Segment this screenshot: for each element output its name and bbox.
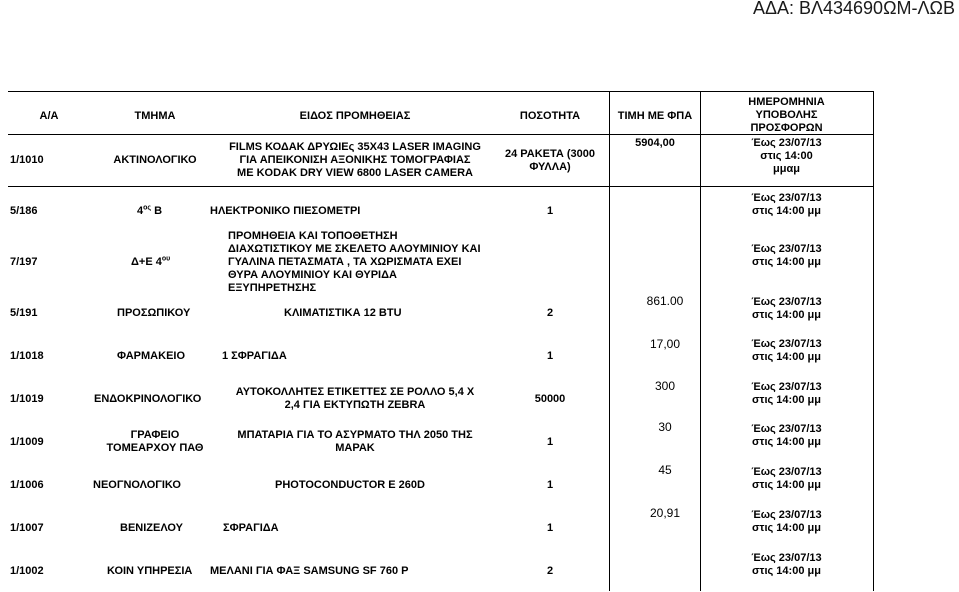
row-eidos [220,141,490,180]
row-date-line: στις 14:00 μμ [752,522,821,534]
row-timi: 45 [658,463,672,477]
row-timi: 861.00 [646,294,684,308]
row-timi: 20,91 [649,506,681,520]
row-tmima-sup: ου [161,255,171,263]
row-date [700,296,873,322]
row-eidos-line: ΜΑΡΑΚ [335,442,375,454]
row-aa: 5/191 [10,307,38,319]
table-top-border [8,91,873,92]
row-tmima-sup: ος [143,204,152,212]
row-posotita-line: 24 ΡΑΚΕΤΑ (3000 [504,148,596,160]
row-date-line: Έως 23/07/13 [751,296,822,308]
row-date-line: στις 14:00 μμ [752,565,821,577]
row-eidos-line: ΘΥΡΑ ΑΛΟΥΜΙΝΙΟΥ ΚΑΙ ΘΥΡΙΔΑ [228,269,397,281]
header-date [700,96,873,135]
row-posotita: 1 [546,350,554,362]
row-date-line: Έως 23/07/13 [751,137,822,149]
row-date-line: Έως 23/07/13 [751,423,822,435]
row-aa: 1/1002 [10,565,44,577]
row-date [700,552,873,578]
row-date-line: Έως 23/07/13 [751,338,822,350]
row-tmima: ΦΑΡΜΑΚΕΙΟ [117,350,186,362]
row-aa: 1/1019 [10,393,44,405]
row-posotita: 50000 [534,393,566,405]
row-date-line: Έως 23/07/13 [751,466,822,478]
header-timi: ΤΙΜΗ ΜΕ ΦΠΑ [617,110,693,122]
row-date [700,381,873,407]
row-date-line: Έως 23/07/13 [751,243,822,255]
row-eidos-line: ΔΙΑΧΩΤΙΣΤΙΚΟΥ ΜΕ ΣΚΕΛΕΤΟ ΑΛΟΥΜΙΝΙΟΥ ΚΑΙ [228,243,481,255]
row-eidos-line: FILMS ΚΟΔΑΚ ΔΡΥΩΙΕς 35Χ43 LASER IMAGING [229,141,481,153]
row-tmima-line: ΓΡΑΦΕΙΟ [130,429,180,441]
row-eidos: ΣΦΡΑΓΙΔΑ [223,522,279,534]
row-date-line: στις 14:00 μμ [752,309,821,321]
row-date-line: Έως 23/07/13 [751,192,822,204]
row-divider [8,186,873,187]
row-date-line: Έως 23/07/13 [751,552,822,564]
row-date-line: Έως 23/07/13 [751,509,822,521]
row-date-line: στις 14:00 μμ [752,256,821,268]
row-tmima-line: ΤΟΜΕΑΡΧΟΥ ΠΑΘ [106,442,204,454]
row-tmima: ΕΝΔΟΚΡΙΝΟΛΟΓΙΚΟ [94,393,202,405]
header-date-line: ΠΡΟΣΦΟΡΩΝ [750,122,823,134]
row-tmima [95,429,215,455]
row-eidos: ΜΕΛΑΝΙ ΓΙΑ ΦΑΞ SAMSUNG SF 760 P [210,565,409,577]
row-date [700,243,873,269]
row-eidos-line: ΓΙΑ ΑΠΕΙΚΟΝΙΣΗ ΑΞΟΝΙΚΗΣ ΤΟΜΟΓΡΑΦΙΑΣ [239,154,471,166]
row-posotita-line: ΦΥΛΛΑ) [529,161,571,173]
row-tmima-text: Δ+Ε 4 [131,256,162,268]
row-timi: 17,00 [649,337,681,351]
row-date [700,466,873,492]
row-date [700,137,873,176]
row-eidos: ΚΛΙΜΑΤΙΣΤΙΚΑ 12 BTU [284,307,402,319]
row-eidos: 1 ΣΦΡΑΓΙΔΑ [222,350,287,362]
row-eidos-line: ΓΥΑΛΙΝΑ ΠΕΤΑΣΜΑΤΑ , ΤΑ ΧΩΡΙΣΜΑΤΑ ΕΧΕΙ [228,256,462,268]
row-aa: 1/1018 [10,350,44,362]
row-posotita: 2 [546,565,554,577]
row-tmima [137,205,162,218]
header-date-line: ΥΠΟΒΟΛΗΣ [755,109,818,121]
row-timi: 30 [658,420,672,434]
row-date-line: Έως 23/07/13 [751,381,822,393]
row-tmima [131,256,170,269]
document-code: ΑΔΑ: ΒΛ434690ΩΜ-ΛΩΒ [752,0,955,18]
row-tmima-suffix: Β [151,205,163,217]
row-aa: 5/186 [10,205,38,217]
row-eidos: ΗΛΕΚΤΡΟΝΙΚΟ ΠΙΕΣΟΜΕΤΡΙ [210,205,361,217]
row-tmima-text: 4 [137,205,144,217]
row-aa: 1/1007 [10,522,44,534]
row-tmima: ΠΡΟΣΩΠΙΚΟΥ [117,307,191,319]
header-eidos: ΕΙΔΟΣ ΠΡΟΜΗΘΕΙΑΣ [299,110,411,122]
row-date-line: στις 14:00 μμ [752,479,821,491]
row-date [700,509,873,535]
row-eidos [220,429,490,455]
row-date [700,192,873,218]
row-eidos-line: ΕΞΥΠΗΡΕΤΗΣΗΣ [228,282,317,294]
header-date-line: ΗΜΕΡΟΜΗΝΙΑ [748,96,825,108]
row-aa: 1/1009 [10,436,44,448]
row-eidos-line: 2,4 ΓΙΑ ΕΚΤΥΠΩΤΗ ZEBRA [284,399,426,411]
row-eidos-line: ΑΥΤΟΚΟΛΛΗΤΕΣ ΕΤΙΚΕΤΤΕΣ ΣΕ ΡΟΛΛΟ 5,4 Χ [235,386,475,398]
row-date-line: μμαμ [773,163,800,175]
header-tmima: ΤΜΗΜΑ [134,110,176,122]
row-date [700,423,873,449]
row-eidos-line: ΜΕ KODAK DRY VIEW 6800 LASER CAMERA [237,167,473,179]
row-posotita: 1 [546,436,554,448]
row-date-line: στις 14:00 μμ [752,394,821,406]
row-posotita: 2 [546,307,554,319]
row-aa: 1/1010 [10,154,44,166]
row-eidos-line: ΜΠΑΤΑΡΙΑ ΓΙΑ ΤΟ ΑΣΥΡΜΑΤΟ ΤΗΛ 2050 ΤΗΣ [237,429,473,441]
row-eidos [220,386,490,412]
row-date-line: στις 14:00 μμ [752,436,821,448]
row-timi: 300 [654,379,676,393]
row-posotita: 1 [546,205,554,217]
row-eidos: PHOTOCONDUCTOR E 260D [275,479,425,491]
row-eidos [228,230,481,295]
header-aa: Α/Α [39,110,59,122]
row-tmima: ΚΟΙΝ ΥΠΗΡΕΣΙΑ [107,565,193,577]
row-aa: 7/197 [10,256,38,268]
col-divider [873,91,874,591]
row-timi: 5904,00 [635,137,675,149]
row-eidos-line: ΠΡΟΜΗΘΕΙΑ ΚΑΙ ΤΟΠΟΘΕΤΗΣΗ [228,230,398,242]
row-tmima: ΒΕΝΙΖΕΛΟΥ [120,522,183,534]
row-posotita: 1 [546,479,554,491]
row-tmima: ΑΚΤΙΝΟΛΟΓΙΚΟ [113,154,197,166]
header-posotita: ΠΟΣΟΤΗΤΑ [519,110,581,122]
row-aa: 1/1006 [10,479,44,491]
row-date-line: στις 14:00 μμ [752,205,821,217]
row-date-line: στις 14:00 [760,150,813,162]
row-date-line: στις 14:00 μμ [752,351,821,363]
row-date [700,338,873,364]
row-tmima: ΝΕΟΓΝΟΛΟΓΙΚΟ [93,479,181,491]
row-posotita: 1 [546,522,554,534]
row-posotita [495,148,605,174]
